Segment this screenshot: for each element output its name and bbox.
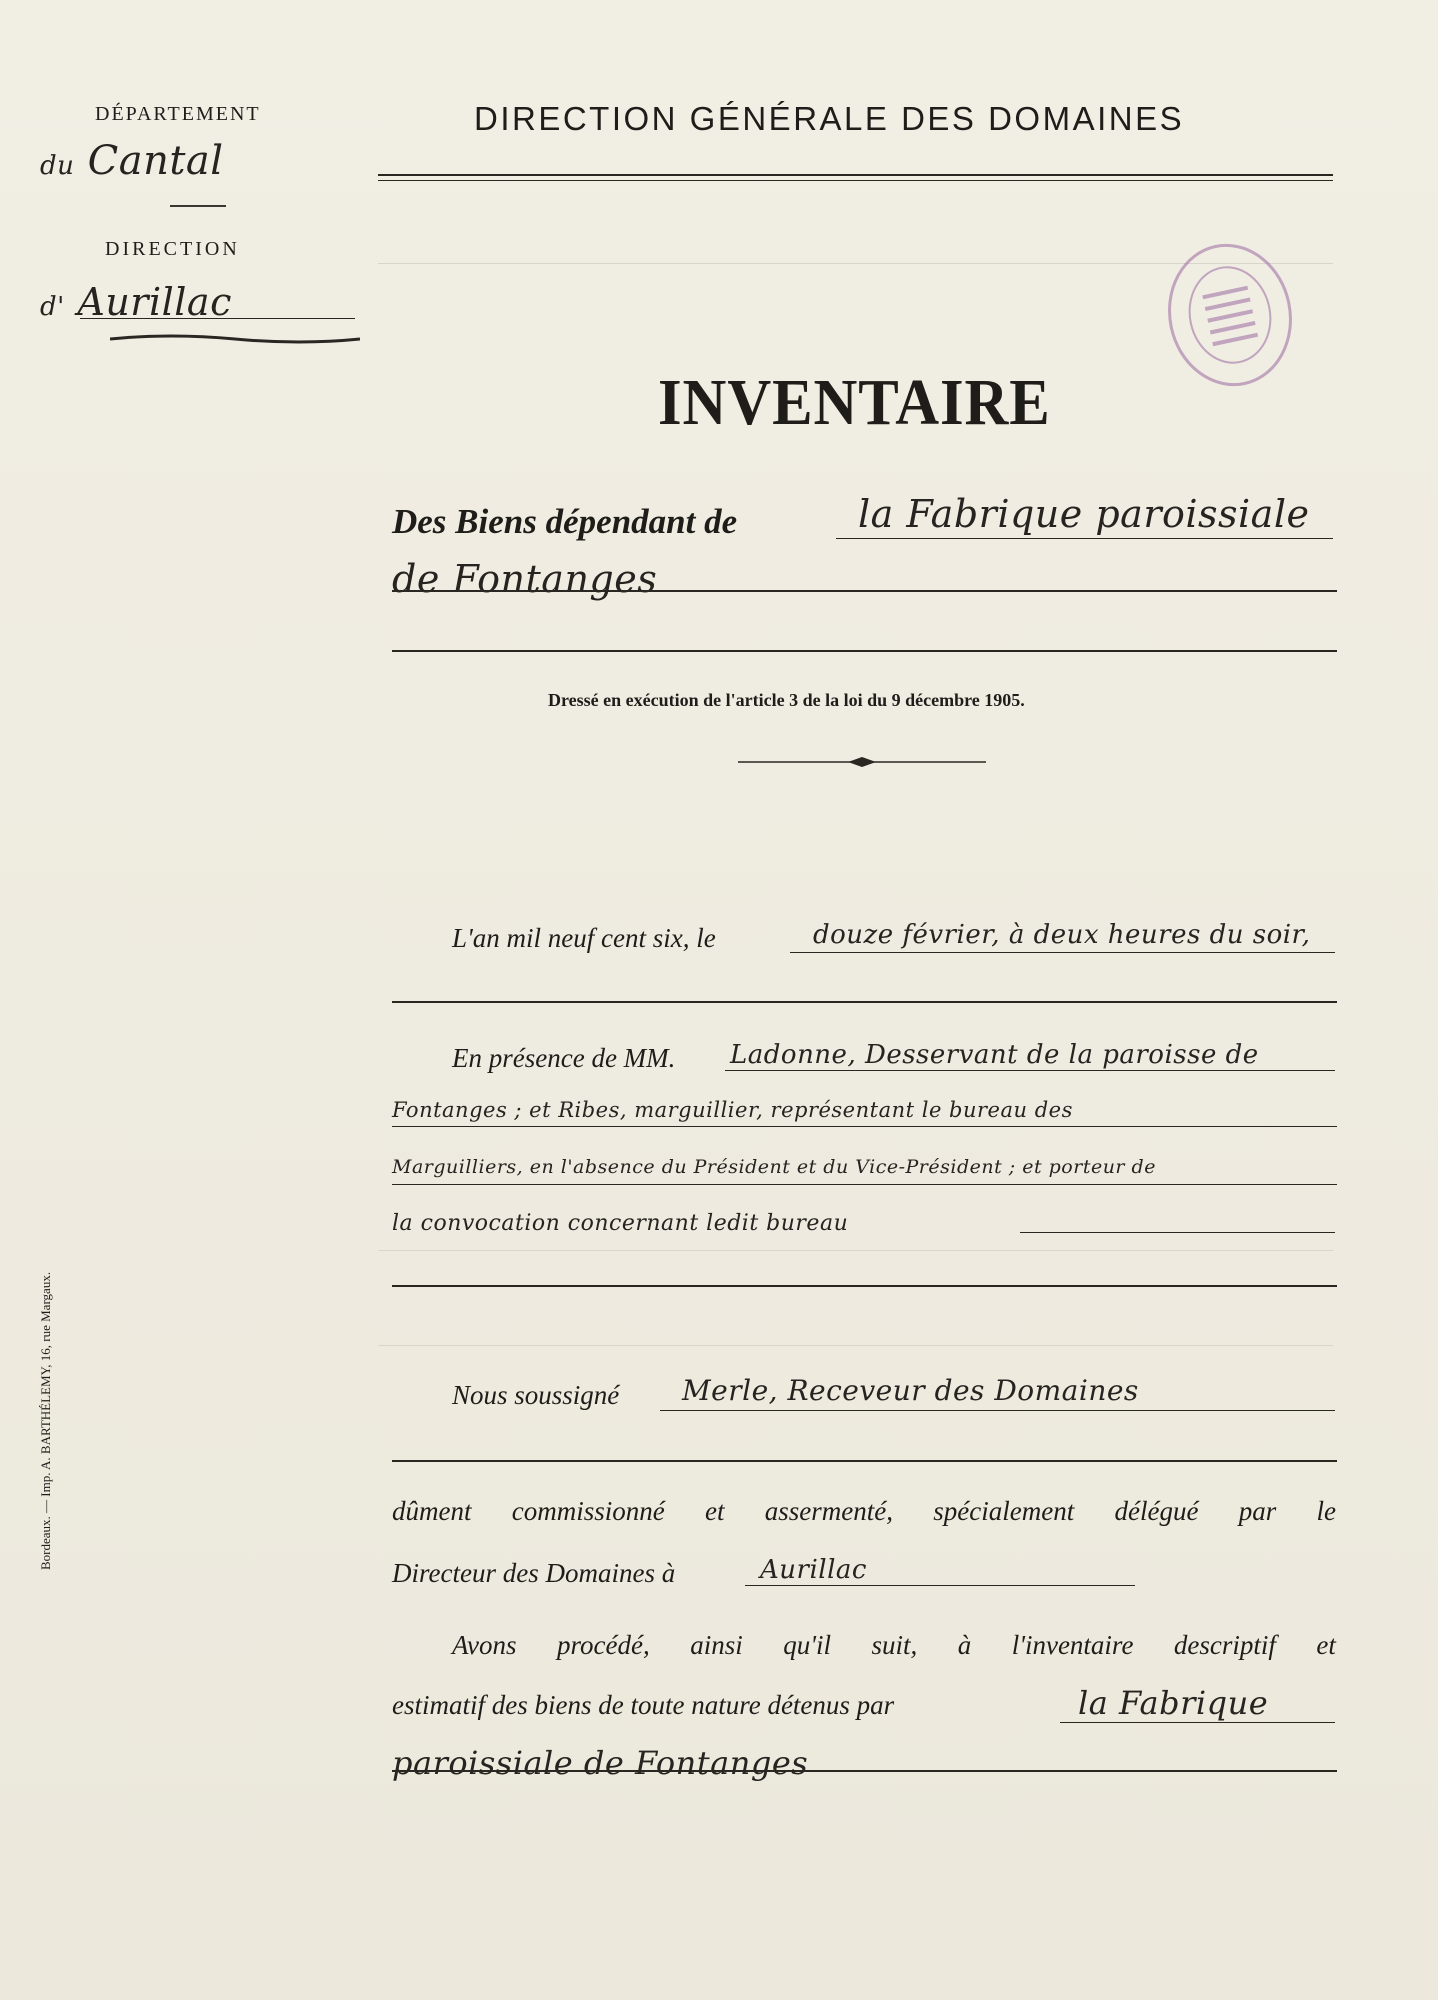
p4-word: assermenté, — [764, 1496, 893, 1526]
p4-word: par — [1238, 1496, 1277, 1526]
departement-label: DÉPARTEMENT — [95, 103, 261, 125]
departement-value: Cantal — [87, 138, 224, 184]
subtitle-handwritten-line1: la Fabrique paroissiale — [858, 492, 1310, 536]
p5-word: l'inventaire — [1011, 1630, 1134, 1660]
departement-field — [40, 138, 224, 184]
ornament-divider — [738, 755, 986, 769]
p5-word: descriptif — [1173, 1630, 1276, 1660]
margin-separator — [170, 205, 226, 207]
p5-handwritten-line1: la Fabrique — [1078, 1684, 1269, 1722]
direction-value: Aurillac — [77, 280, 232, 324]
faint-rule — [378, 1345, 1333, 1346]
p4-word: et — [705, 1496, 725, 1526]
p5-printed-line2: estimatif des biens de toute nature détenus par — [392, 1690, 895, 1720]
section-rule — [392, 650, 1337, 652]
fill-line — [836, 538, 1333, 539]
direction-prefix: d' — [40, 292, 65, 322]
p4-word: délégué — [1114, 1496, 1199, 1526]
fill-line — [725, 1070, 1335, 1071]
p5-word: Avons — [452, 1630, 517, 1660]
article-reference: Dressé en exécution de l'article 3 de la loi du 9 décembre 1905. — [548, 690, 1025, 710]
p1-handwritten: douze février, à deux heures du soir, — [813, 920, 1311, 950]
p5-word: procédé, — [556, 1630, 650, 1660]
p4-printed-line2: Directeur des Domaines à — [392, 1558, 676, 1588]
printer-imprint: Bordeaux. — Imp. A. BARTHÉLEMY, 16, rue Margaux. — [38, 1271, 53, 1570]
direction-label: DIRECTION — [105, 238, 240, 260]
faint-rule — [378, 1250, 1333, 1251]
fill-line — [392, 1285, 1337, 1287]
p4-word: spécialement — [933, 1496, 1075, 1526]
subtitle-printed: Des Biens dépendant de — [392, 502, 738, 541]
p2-handwritten-line2: Fontanges ; et Ribes, marguillier, représentant le bureau des — [392, 1098, 1073, 1122]
p4-word: le — [1316, 1496, 1336, 1526]
fill-line — [790, 952, 1335, 953]
p3-printed: Nous soussigné — [452, 1380, 620, 1410]
fill-line — [392, 1770, 1337, 1772]
fill-line — [392, 1126, 1337, 1127]
fill-line — [1020, 1232, 1335, 1233]
p5-word: suit, — [871, 1630, 918, 1660]
p5-word: qu'il — [783, 1630, 831, 1660]
header-rule — [378, 174, 1333, 176]
p5-word: et — [1316, 1630, 1336, 1660]
p4-handwritten: Aurillac — [760, 1555, 867, 1585]
fill-line — [1060, 1722, 1335, 1723]
fill-line — [745, 1585, 1135, 1586]
subtitle-handwritten-line2: de Fontanges — [392, 557, 658, 601]
p4-word: dûment — [392, 1496, 472, 1526]
p5-handwritten-line2: paroissiale de Fontanges — [392, 1744, 809, 1782]
p2-handwritten-line4: la convocation concernant ledit bureau — [392, 1211, 849, 1236]
p2-handwritten-line1: Ladonne, Desservant de la paroisse de — [730, 1040, 1259, 1070]
fill-line — [392, 1184, 1337, 1185]
document-title: INVENTAIRE — [658, 366, 1051, 439]
p4-word: commissionné — [511, 1496, 665, 1526]
p4-printed-line1 — [392, 1496, 1336, 1527]
header-rule — [378, 180, 1333, 181]
fill-line — [660, 1410, 1335, 1411]
fill-line — [392, 590, 1337, 592]
p1-printed: L'an mil neuf cent six, le — [452, 923, 716, 953]
fill-line — [392, 1001, 1337, 1003]
p5-printed-line1 — [452, 1630, 1336, 1661]
header-title: DIRECTION GÉNÉRALE DES DOMAINES — [474, 100, 1185, 137]
p5-word: ainsi — [690, 1630, 743, 1660]
p5-word: à — [957, 1630, 972, 1660]
departement-prefix: du — [40, 151, 75, 181]
direction-underline — [80, 318, 355, 319]
p2-printed: En présence de MM. — [452, 1043, 676, 1073]
p3-handwritten: Merle, Receveur des Domaines — [682, 1374, 1139, 1407]
archive-stamp — [1155, 240, 1305, 390]
fill-line — [392, 1460, 1337, 1462]
p2-handwritten-line3: Marguilliers, en l'absence du Président et du Vice-Président ; et porteur de — [392, 1156, 1156, 1178]
ornamental-swash — [110, 333, 360, 345]
